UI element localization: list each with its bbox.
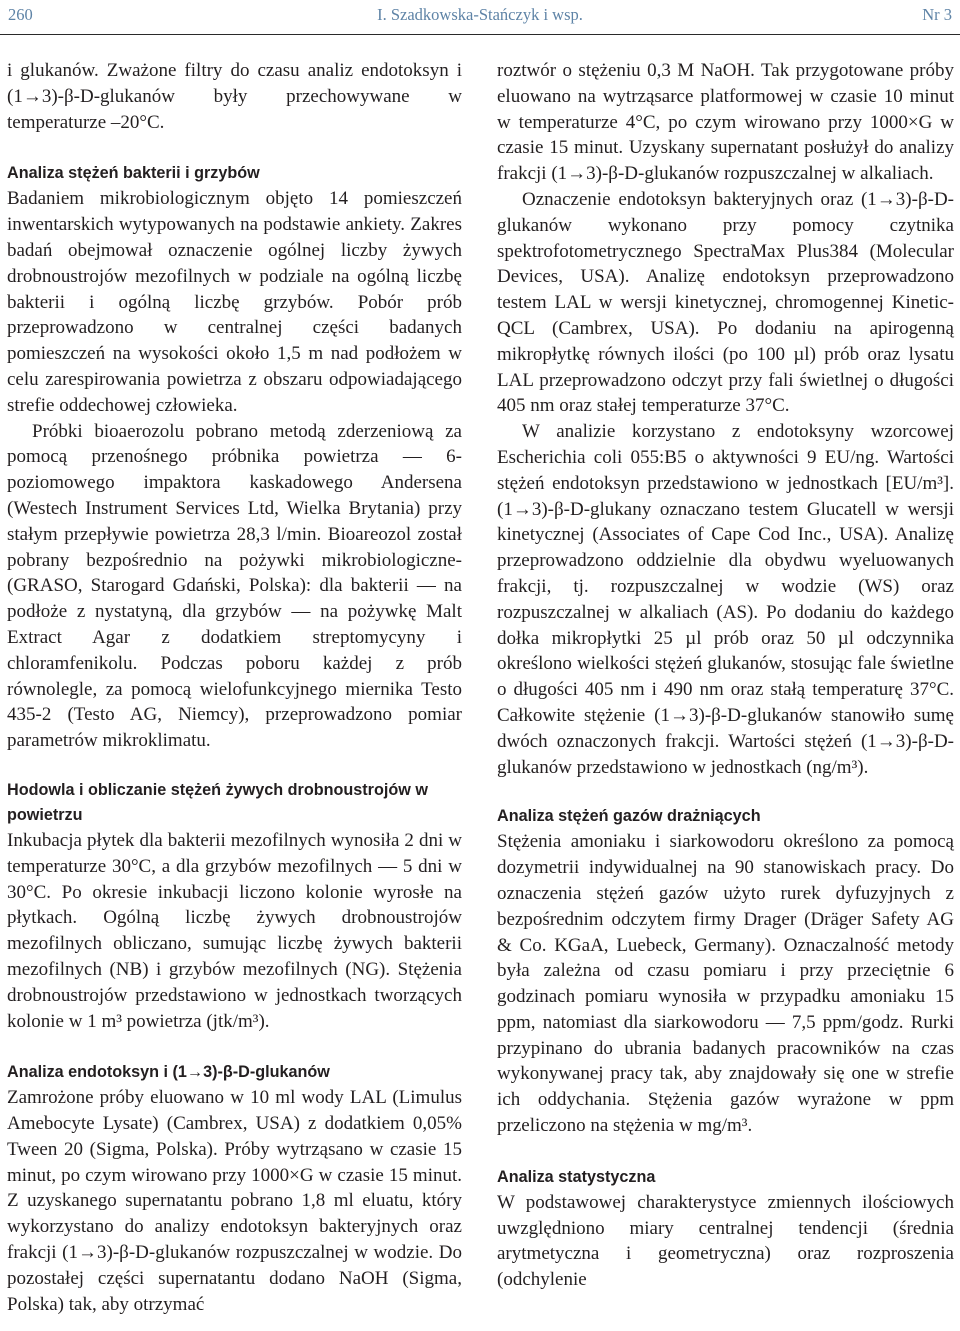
paragraph: Inkubacja płytek dla bakterii mezofilnych wynosiła 2 dni w temperaturze 30°C, a dla grzybów mezofilnych — 5 dni w 30°C. Po okresie inkubacji liczono kolonie wyrosłe na płytkach. Ogólną liczbę żywych drobnoustrojów mezofilnych obliczano, sumując liczbę żywych bakterii mezofilnych (NB) i grzybów mezofilnych (NG). Stężenia drobnoustrojów przedstawiono w jednostkach tworzących kolonie w 1 m³ powietrza (jtk/m³). (7, 829, 462, 1032)
paragraph: W podstawowej charakterystyce zmiennych ilościowych uwzględniono miary centralnej tendencji (średnia arytmetyczna i geometryczna) oraz rozproszenia (odchylenie (497, 1191, 954, 1291)
paragraph: Zamrożone próby eluowano w 10 ml wody LAL (Limulus Amebocyte Lysate) (Cambrex, USA) z dodatkiem 0,05% Tween 20 (Sigma, Polska). Próby wytrząsano w czasie 15 minut, po czym wirowano przy 1000×G w czasie 15 minut. Z uzyskanego supernatantu pobrano 1,8 ml eluatu, który wykorzystano do analizy endotoksyn bakteryjnych oraz frakcji (1→3)-β-D-glukanów rozpuszczalnej w wodzie. Do pozostałej części supernatantu dodano NaOH (Sigma, Polska) tak, aby otrzymać (7, 1087, 462, 1315)
paragraph: i glukanów. Zważone filtry do czasu analiz endotoksyn i (1→3)-β-D-glukanów były przechowywane w temperaturze –20°C. (7, 60, 462, 133)
running-header (0, 0, 960, 35)
paragraph: Stężenia amoniaku i siarkowodoru określono za pomocą dozymetrii indywidualnej na 90 stanowiskach pracy. Do oznaczenia stężeń gazów użyto rurek dyfuzyjnych z bezpośrednim odczytem firmy Drager (Dräger Safety AG & Co. KGaA, Luebeck, Germany). Oznaczalność metody była zależna od czasu pomiaru i przy przeciętnie 6 godzinach pomiaru wynosiła w przypadku amoniaku 15 ppm, natomiast dla siarkowodoru — 7,5 ppm/godz. Rurki przypinano do ubrania badanych pracowników na czas wykonywanej pracy tak, aby znajdowały się one w strefie ich oddychania. Stężenia gazów wyrażone w ppm przeliczono na stężenia w mg/m³. (497, 831, 954, 1137)
page-number: 260 (8, 5, 33, 24)
paragraph: Oznaczenie endotoksyn bakteryjnych oraz (1→3)-β-D-glukanów wykonano przy pomocy czytnika spektrofotometrycznego SpectraMax Plus384 (Molecular Devices, USA). Analizę endotoksyn przeprowadzono testem LAL w wersji kinetycznej, chromogennej Kinetic-QCL (Cambrex, USA). Po dodaniu na apirogenną mikropłytkę równych ilości (po 100 µl) prób oraz lysatu LAL przeprowadzono odczyt przy fali świetlnej o długości 405 nm oraz stałej temperaturze 37°C. (497, 188, 954, 417)
section-heading: Analiza stężeń gazów drażniących (497, 807, 761, 826)
paragraph: W analizie korzystano z endotoksyny wzorcowej Escherichia coli 055:B5 o aktywności 9 EU/ng. Wartości stężeń endotoksyn przedstawiono w jednostkach [EU/m³]. (1→3)-β-D-glukany oznaczano testem Glucatell w wersji kinetycznej (Associates of Cape Cod Inc., USA). Analizę przeprowadzono oddzielnie dla obydwu wyeluowanych frakcji, tj. rozpuszczalnej w wodzie (WS) oraz rozpuszczalnej w alkaliach (AS). Po dodaniu do każdego dołka mikropłytki 25 µl prób oraz 50 µl odczynnika określono wielkości stężeń glukanów, stosując fale świetlne o długości 405 nm i 490 nm oraz stałą temperaturę 37°C. Całkowite stężenie (1→3)-β-D-glukanów stanowiło sumę dwóch oznaczonych frakcji. Wartości stężeń (1→3)-β-D-glukanów przedstawiono w jednostkach (ng/m³). (497, 421, 954, 778)
header-authors: I. Szadkowska-Stańczyk i wsp. (377, 5, 583, 24)
section-heading: Analiza statystyczna (497, 1167, 656, 1186)
left-column (7, 58, 462, 1317)
paragraph: Badaniem mikrobiologicznym objęto 14 pomieszczeń inwentarskich wytypowanych na podstawie ankiety. Zakres badań obejmował oznaczenie ogólnej liczby żywych drobnoustrojów mezofilnych w podziale na ogólną liczbę bakterii i ogólną liczbę grzybów. Pobór prób przeprowadzono w centralnej części badanych pomieszczeń na wysokości około 1,5 m nad podłożem w celu zarespirowania powietrza z obszaru odpowiadającego strefie oddechowej człowieka. (7, 188, 462, 416)
section-heading: Analiza stężeń bakterii i grzybów (7, 164, 260, 183)
section-heading: Hodowla i obliczanie stężeń żywych drobnoustrojów w powietrzu (7, 780, 428, 824)
section-heading: Analiza endotoksyn i (1→3)-β-D-glukanów (7, 1063, 330, 1082)
paragraph: roztwór o stężeniu 0,3 M NaOH. Tak przygotowane próby eluowano na wytrząsarce platformowej w czasie 10 minut w temperaturze 4°C, po czym wirowano przy 1000×G w czasie 15 minut. Uzyskany supernatant posłużył do analizy frakcji (1→3)-β-D-glukanów rozpuszczalnej w alkaliach. (497, 60, 954, 185)
paragraph: Próbki bioaerozolu pobrano metodą zderzeniową za pomocą przenośnego próbnika powietrza — 6-poziomowego impaktora kaskadowego Andersena (Westech Instrument Services Ltd, Wielka Brytania) przy stałym przepływie powietrza 28,3 l/min. Bioareozol został pobrany bezpośrednio na pożywki mikrobiologiczne-(GRASO, Starogard Gdański, Polska): dla bakterii — na podłoże z nystatyną, dla grzybów — na pożywkę Malt Extract Agar z dodatkiem streptomycyny i chloramfenikolu. Podczas poboru każdej z prób równolegle, za pomocą wielofunkcyjnego miernika Testo 435-2 (Testo AG, Niemcy), przeprowadzono pomiar parametrów mikroklimatu. (7, 420, 462, 752)
right-column (497, 58, 954, 1293)
header-issue: Nr 3 (922, 5, 952, 24)
